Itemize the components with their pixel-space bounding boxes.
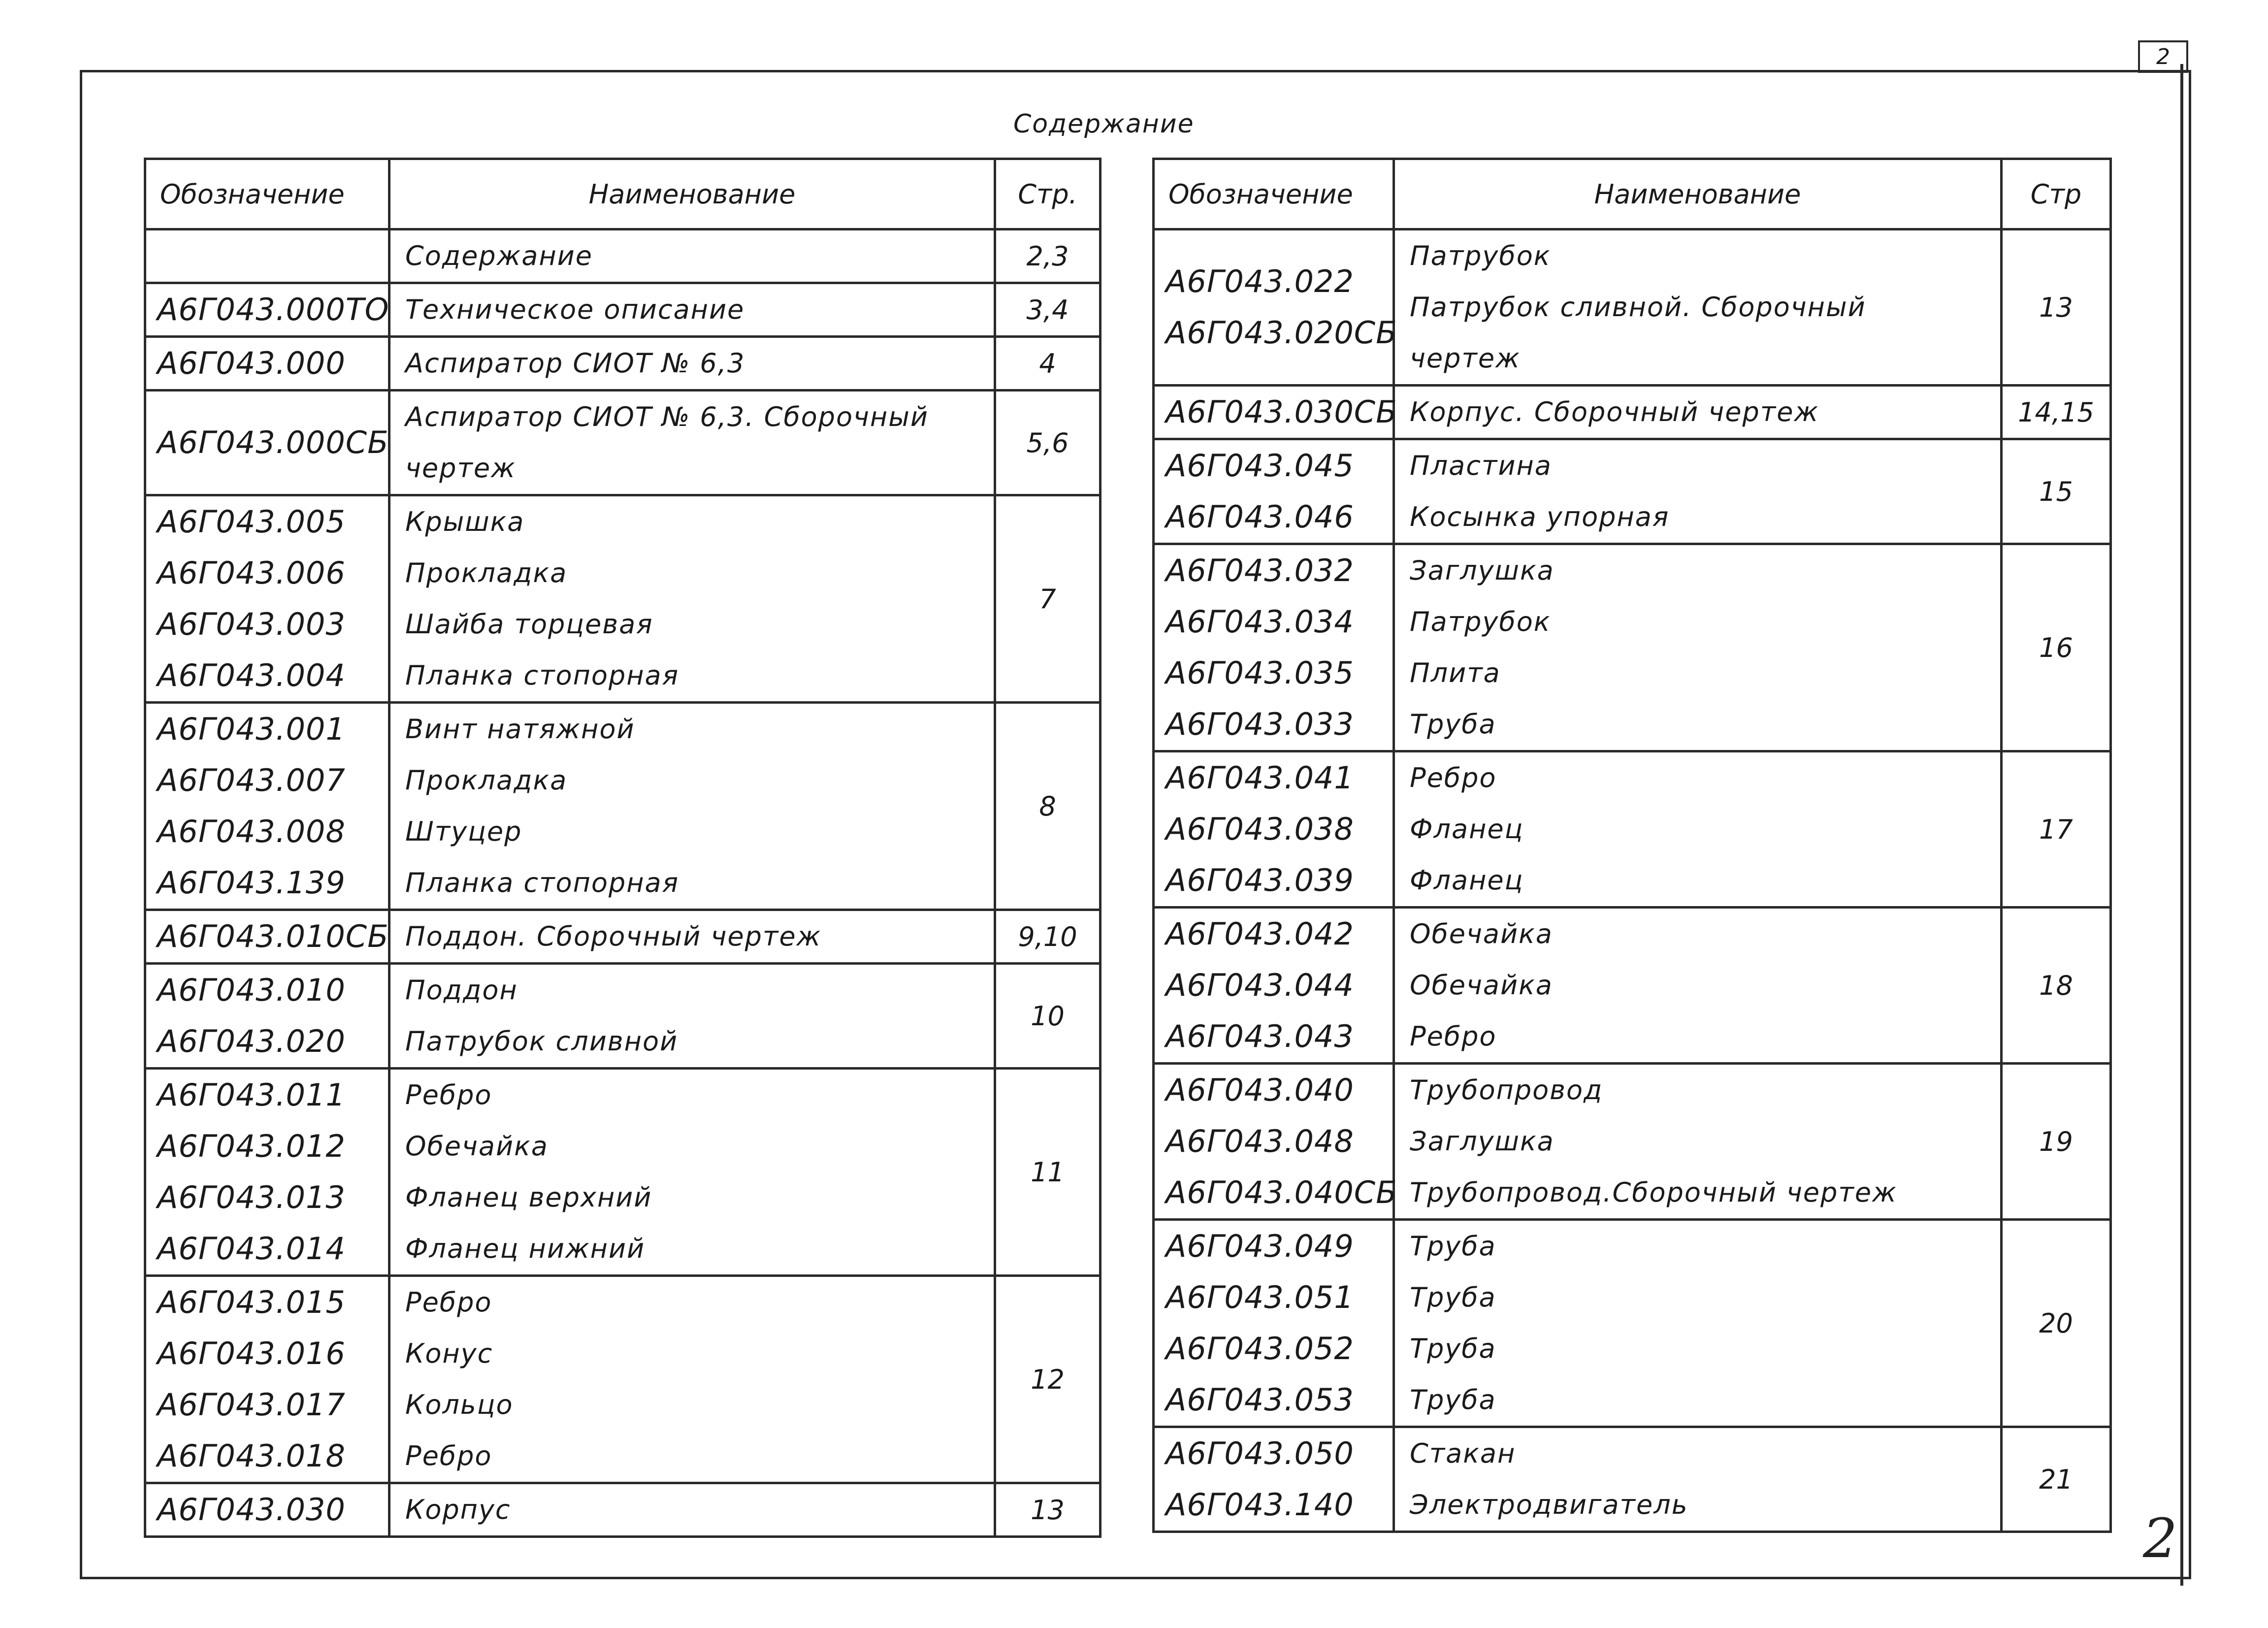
- item-name: чертеж: [1410, 343, 1521, 374]
- item-name: Аспиратор СИОТ № 6,3: [405, 348, 745, 379]
- code-cell: [145, 910, 389, 964]
- item-name: Обечайка: [1410, 918, 1553, 949]
- item-name: Ребро: [405, 1079, 492, 1110]
- code-cell: [145, 964, 389, 1069]
- code-cell: [1154, 751, 1394, 908]
- code-cell: [145, 495, 389, 703]
- designation-code: А6Г043.051: [1166, 1279, 1354, 1315]
- designation-code: А6Г043.052: [1166, 1331, 1354, 1367]
- designation-code: А6Г043.008: [157, 814, 346, 849]
- table-row: [1154, 439, 2111, 544]
- name-cell: [1394, 751, 2002, 908]
- table-row: [1154, 544, 2111, 751]
- designation-code: А6Г043.006: [157, 555, 346, 591]
- name-cell: [389, 964, 995, 1069]
- table-header-row: [145, 159, 1101, 229]
- code-cell: [145, 1069, 389, 1276]
- code-cell: [145, 283, 389, 337]
- code-cell: [145, 703, 389, 910]
- designation-code: А6Г043.040СБ: [1166, 1174, 1397, 1210]
- item-name: Фланец: [1410, 865, 1524, 896]
- code-cell: [145, 391, 389, 495]
- name-cell: [1394, 229, 2002, 386]
- designation-code: А6Г043.042: [1166, 916, 1354, 952]
- page-title: Содержание: [1013, 109, 1195, 139]
- item-name: Корпус. Сборочный чертеж: [1410, 396, 1819, 427]
- name-cell: [1394, 908, 2002, 1064]
- item-name: Обечайка: [405, 1131, 549, 1162]
- page-number: 18: [2002, 908, 2111, 1064]
- designation-code: А6Г043.004: [157, 657, 346, 693]
- designation-code: А6Г043.039: [1166, 862, 1354, 898]
- item-name: Ребро: [1410, 762, 1497, 793]
- item-name: Фланец нижний: [405, 1233, 646, 1264]
- designation-code: А6Г043.020: [157, 1023, 346, 1059]
- table-row: [145, 703, 1101, 910]
- page-number: 19: [2002, 1064, 2111, 1220]
- designation-code: А6Г043.010: [157, 972, 346, 1008]
- name-cell: [389, 1483, 995, 1537]
- table-row: [145, 964, 1101, 1069]
- item-name: Трубопровод.Сборочный чертеж: [1410, 1177, 1897, 1208]
- table-row: [1154, 908, 2111, 1064]
- item-name: Прокладка: [405, 765, 568, 796]
- designation-code: А6Г043.011: [157, 1077, 346, 1113]
- table-row: [145, 283, 1101, 337]
- page-number: 13: [2002, 229, 2111, 386]
- code-cell: [1154, 544, 1394, 751]
- table-row: [145, 910, 1101, 964]
- designation-code: А6Г043.013: [157, 1179, 346, 1215]
- item-name: Корпус: [405, 1494, 511, 1525]
- name-cell: [1394, 1427, 2002, 1532]
- page-number: 5,6: [995, 391, 1101, 495]
- table-row: [145, 1069, 1101, 1276]
- page-number: 7: [995, 495, 1101, 703]
- page-number: 14,15: [2002, 386, 2111, 439]
- item-name: Поддон. Сборочный чертеж: [405, 921, 822, 952]
- header-page: Стр: [2002, 159, 2111, 229]
- header-name: Наименование: [389, 159, 995, 229]
- designation-code: А6Г043.030: [157, 1492, 346, 1528]
- designation-code: А6Г043.005: [157, 504, 346, 540]
- item-name: Аспиратор СИОТ № 6,3. Сборочный: [405, 401, 929, 432]
- item-name: Электродвигатель: [1410, 1489, 1688, 1520]
- page-number: 2,3: [995, 229, 1101, 283]
- name-cell: [1394, 544, 2002, 751]
- table-row: [1154, 751, 2111, 908]
- page-number: 4: [995, 337, 1101, 391]
- designation-code: А6Г043.034: [1166, 604, 1354, 640]
- designation-code: А6Г043.014: [157, 1231, 346, 1267]
- item-name: Содержание: [405, 240, 593, 271]
- designation-code: А6Г043.000: [157, 345, 346, 381]
- item-name: Ребро: [405, 1287, 492, 1318]
- designation-code: А6Г043.016: [157, 1335, 346, 1371]
- table-row: [1154, 229, 2111, 386]
- name-cell: [389, 1276, 995, 1483]
- name-cell: [389, 703, 995, 910]
- frame-right-line: [2180, 64, 2183, 1586]
- table-row: [145, 1483, 1101, 1537]
- table-row: [145, 391, 1101, 495]
- name-cell: [389, 495, 995, 703]
- table-row: [145, 337, 1101, 391]
- item-name: Патрубок: [1410, 606, 1551, 637]
- item-name: Прокладка: [405, 557, 568, 588]
- page-number: 21: [2002, 1427, 2111, 1532]
- designation-code: А6Г043.053: [1166, 1382, 1354, 1418]
- item-name: Ребро: [405, 1440, 492, 1471]
- item-name: Шайба торцевая: [405, 609, 653, 640]
- handwritten-page-mark: 2: [2143, 1507, 2177, 1570]
- header-code: Обозначение: [145, 159, 389, 229]
- designation-code: А6Г043.139: [157, 865, 346, 901]
- item-name: Планка стопорная: [405, 867, 680, 898]
- page-number: 13: [995, 1483, 1101, 1537]
- page-number: 17: [2002, 751, 2111, 908]
- item-name: чертеж: [405, 453, 516, 484]
- name-cell: [1394, 1064, 2002, 1220]
- code-cell: [1154, 229, 1397, 386]
- code-cell: [1154, 386, 1397, 439]
- designation-code: А6Г043.020СБ: [1166, 315, 1397, 351]
- designation-code: А6Г043.022: [1166, 263, 1354, 299]
- table-row: [1154, 1427, 2111, 1532]
- name-cell: [1394, 1220, 2002, 1427]
- designation-code: А6Г043.000СБ: [157, 424, 389, 460]
- table-row: [145, 495, 1101, 703]
- sheet-number: 2: [2156, 44, 2170, 69]
- table-row: [145, 1276, 1101, 1483]
- item-name: Труба: [1410, 1282, 1496, 1313]
- designation-code: А6Г043.030СБ: [1166, 394, 1397, 430]
- designation-code: А6Г043.032: [1166, 553, 1354, 588]
- item-name: Ребро: [1410, 1021, 1497, 1052]
- designation-code: А6Г043.050: [1166, 1435, 1354, 1471]
- code-cell: [1154, 1220, 1394, 1427]
- designation-code: А6Г043.046: [1166, 499, 1354, 535]
- name-cell: [389, 337, 995, 391]
- table-row: [145, 229, 1101, 283]
- item-name: Патрубок: [1410, 240, 1551, 271]
- page-number: 16: [2002, 544, 2111, 751]
- item-name: Обечайка: [1410, 970, 1553, 1001]
- header-name: Наименование: [1394, 159, 2002, 229]
- item-name: Труба: [1410, 1384, 1496, 1415]
- designation-code: А6Г043.017: [157, 1387, 346, 1423]
- designation-code: А6Г043.007: [157, 762, 346, 798]
- page-number: 12: [995, 1276, 1101, 1483]
- item-name: Заглушка: [1410, 555, 1555, 586]
- table-row: [1154, 1220, 2111, 1427]
- item-name: Труба: [1410, 1231, 1496, 1262]
- page-number: 8: [995, 703, 1101, 910]
- page-number: 3,4: [995, 283, 1101, 337]
- designation-code: А6Г043.041: [1166, 760, 1354, 796]
- item-name: Патрубок сливной. Сборочный: [1410, 292, 1866, 323]
- item-name: Трубопровод: [1410, 1074, 1603, 1106]
- name-cell: [389, 391, 995, 495]
- item-name: Конус: [405, 1338, 493, 1369]
- page-number: 20: [2002, 1220, 2111, 1427]
- name-cell: [389, 1069, 995, 1276]
- designation-code: А6Г043.043: [1166, 1018, 1354, 1054]
- item-name: Кольцо: [405, 1389, 514, 1420]
- item-name: Пластина: [1410, 450, 1552, 481]
- designation-code: А6Г043.035: [1166, 655, 1354, 691]
- designation-code: А6Г043.018: [157, 1438, 346, 1474]
- code-cell: [145, 229, 389, 283]
- item-name: Поддон: [405, 975, 518, 1006]
- designation-code: А6Г043.045: [1166, 448, 1354, 484]
- item-name: Фланец верхний: [405, 1182, 652, 1213]
- designation-code: А6Г043.040: [1166, 1072, 1354, 1108]
- designation-code: А6Г043.033: [1166, 706, 1354, 742]
- designation-code: А6Г043.010СБ: [157, 918, 389, 954]
- designation-code: А6Г043.044: [1166, 967, 1354, 1003]
- page-number: 9,10: [995, 910, 1101, 964]
- code-cell: [145, 1483, 389, 1537]
- item-name: Планка стопорная: [405, 660, 680, 691]
- code-cell: [1154, 439, 1394, 544]
- name-cell: [389, 910, 995, 964]
- header-code: Обозначение: [1154, 159, 1394, 229]
- contents-table-left: [144, 158, 1102, 1538]
- name-cell: [389, 283, 995, 337]
- page-number: 11: [995, 1069, 1101, 1276]
- table-header-row: [1154, 159, 2111, 229]
- code-cell: [1154, 1427, 1394, 1532]
- designation-code: А6Г043.049: [1166, 1228, 1354, 1264]
- item-name: Косынка упорная: [1410, 501, 1670, 532]
- designation-code: А6Г043.015: [157, 1284, 346, 1320]
- item-name: Патрубок сливной: [405, 1026, 679, 1057]
- name-cell: [1394, 386, 2002, 439]
- table-row: [1154, 386, 2111, 439]
- designation-code: А6Г043.038: [1166, 811, 1354, 847]
- item-name: Винт натяжной: [405, 714, 635, 745]
- name-cell: [389, 229, 995, 283]
- table-row: [1154, 1064, 2111, 1220]
- designation-code: А6Г043.003: [157, 606, 346, 642]
- item-name: Штуцер: [405, 816, 522, 847]
- name-cell: [1394, 439, 2002, 544]
- designation-code: А6Г043.140: [1166, 1487, 1354, 1523]
- code-cell: [145, 337, 389, 391]
- item-name: Фланец: [1410, 814, 1524, 845]
- item-name: Стакан: [1410, 1438, 1516, 1469]
- item-name: Крышка: [405, 506, 525, 537]
- designation-code: А6Г043.012: [157, 1128, 346, 1164]
- code-cell: [1154, 908, 1394, 1064]
- header-page: Стр.: [995, 159, 1101, 229]
- contents-table-right: [1152, 158, 2112, 1533]
- designation-code: А6Г043.048: [1166, 1123, 1354, 1159]
- item-name: Техническое описание: [405, 294, 745, 325]
- designation-code: А6Г043.001: [157, 711, 346, 747]
- code-cell: [1154, 1064, 1397, 1220]
- code-cell: [145, 1276, 389, 1483]
- page-number: 10: [995, 964, 1101, 1069]
- page-number: 15: [2002, 439, 2111, 544]
- sheet-number-box: [2138, 40, 2188, 73]
- item-name: Заглушка: [1410, 1126, 1555, 1157]
- designation-code: А6Г043.000ТО: [157, 292, 389, 327]
- item-name: Труба: [1410, 1333, 1496, 1364]
- item-name: Плита: [1410, 657, 1501, 688]
- item-name: Труба: [1410, 709, 1496, 740]
